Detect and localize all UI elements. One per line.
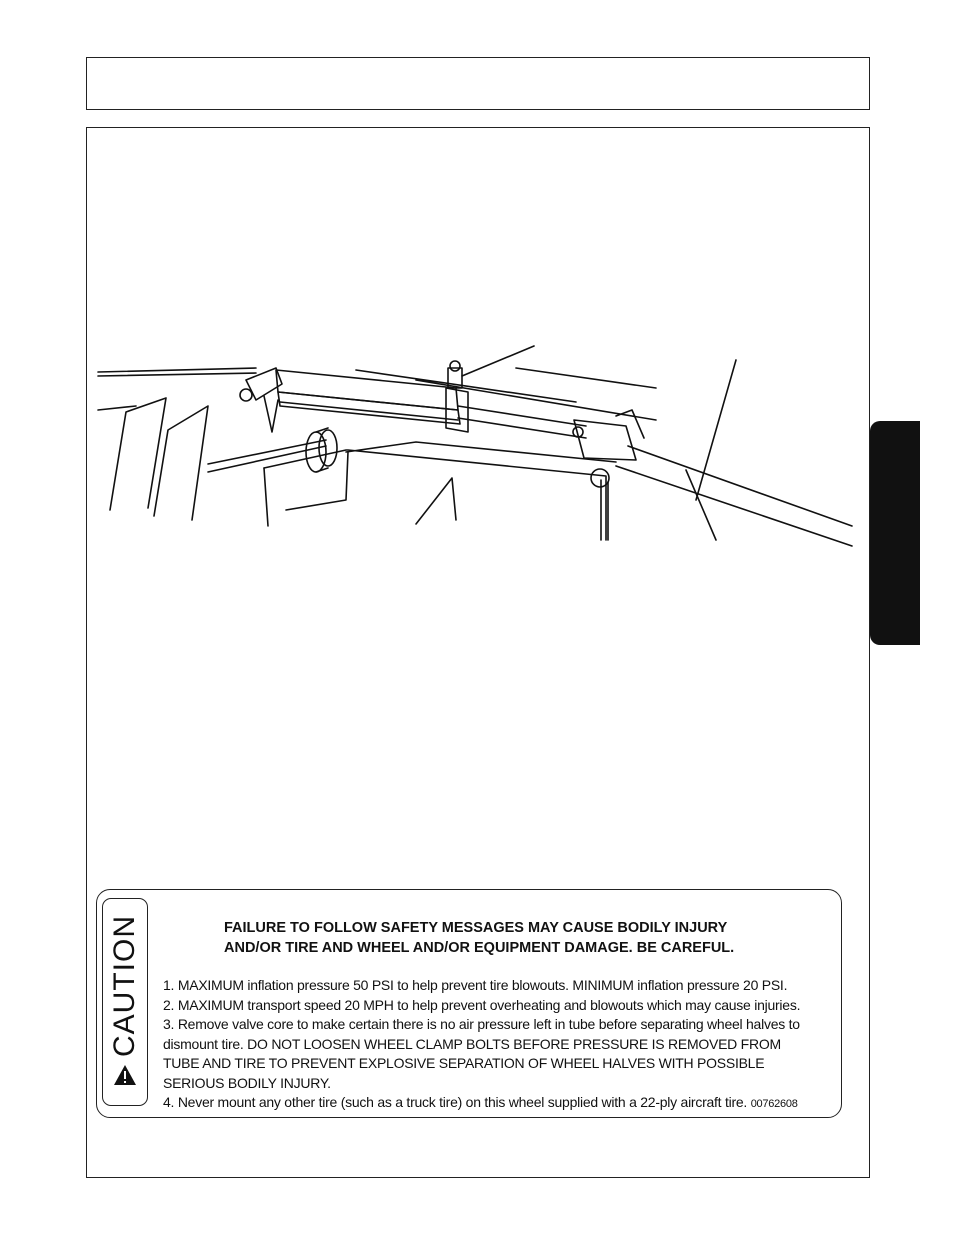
instruction-line: SERIOUS BODILY INJURY. <box>163 1074 331 1091</box>
caution-headline <box>224 918 824 958</box>
instruction-line: TUBE AND TIRE TO PREVENT EXPLOSIVE SEPARATION OF WHEEL HALVES WITH POSSIBLE <box>163 1055 765 1071</box>
instruction-line: dismount tire. DO NOT LOOSEN WHEEL CLAMP BOLTS BEFORE PRESSURE IS REMOVED FROM <box>163 1035 781 1052</box>
headline-line-2: AND/OR TIRE AND WHEEL AND/OR EQUIPMENT DAMAGE. BE CAREFUL. <box>224 940 735 956</box>
caution-tag <box>102 898 148 1106</box>
caution-decal <box>96 889 842 1118</box>
instruction-line: 2. MAXIMUM transport speed 20 MPH to help prevent overheating and blowouts which may cause injuries. <box>163 996 801 1013</box>
caution-instructions <box>163 976 839 1115</box>
hydraulic-cylinder-illustration <box>96 340 856 570</box>
instruction-line: 4. Never mount any other tire (such as a truck tire) on this wheel supplied with a 22-ply aircraft tire. <box>163 1094 748 1110</box>
section-side-tab <box>870 421 920 645</box>
instruction-line: 3. Remove valve core to make certain there is no air pressure left in tube before separating wheel halves to <box>163 1016 800 1032</box>
instruction-line: 1. MAXIMUM inflation pressure 50 PSI to help prevent tire blowouts. MINIMUM inflation pressure 20 PSI. <box>163 977 788 993</box>
warning-triangle-icon <box>113 1060 137 1094</box>
header-box <box>86 57 870 110</box>
caution-label: CAUTION <box>108 915 141 1057</box>
headline-line-1: FAILURE TO FOLLOW SAFETY MESSAGES MAY CAUSE BODILY INJURY <box>224 920 728 936</box>
decal-part-number: 00762608 <box>750 1098 798 1110</box>
